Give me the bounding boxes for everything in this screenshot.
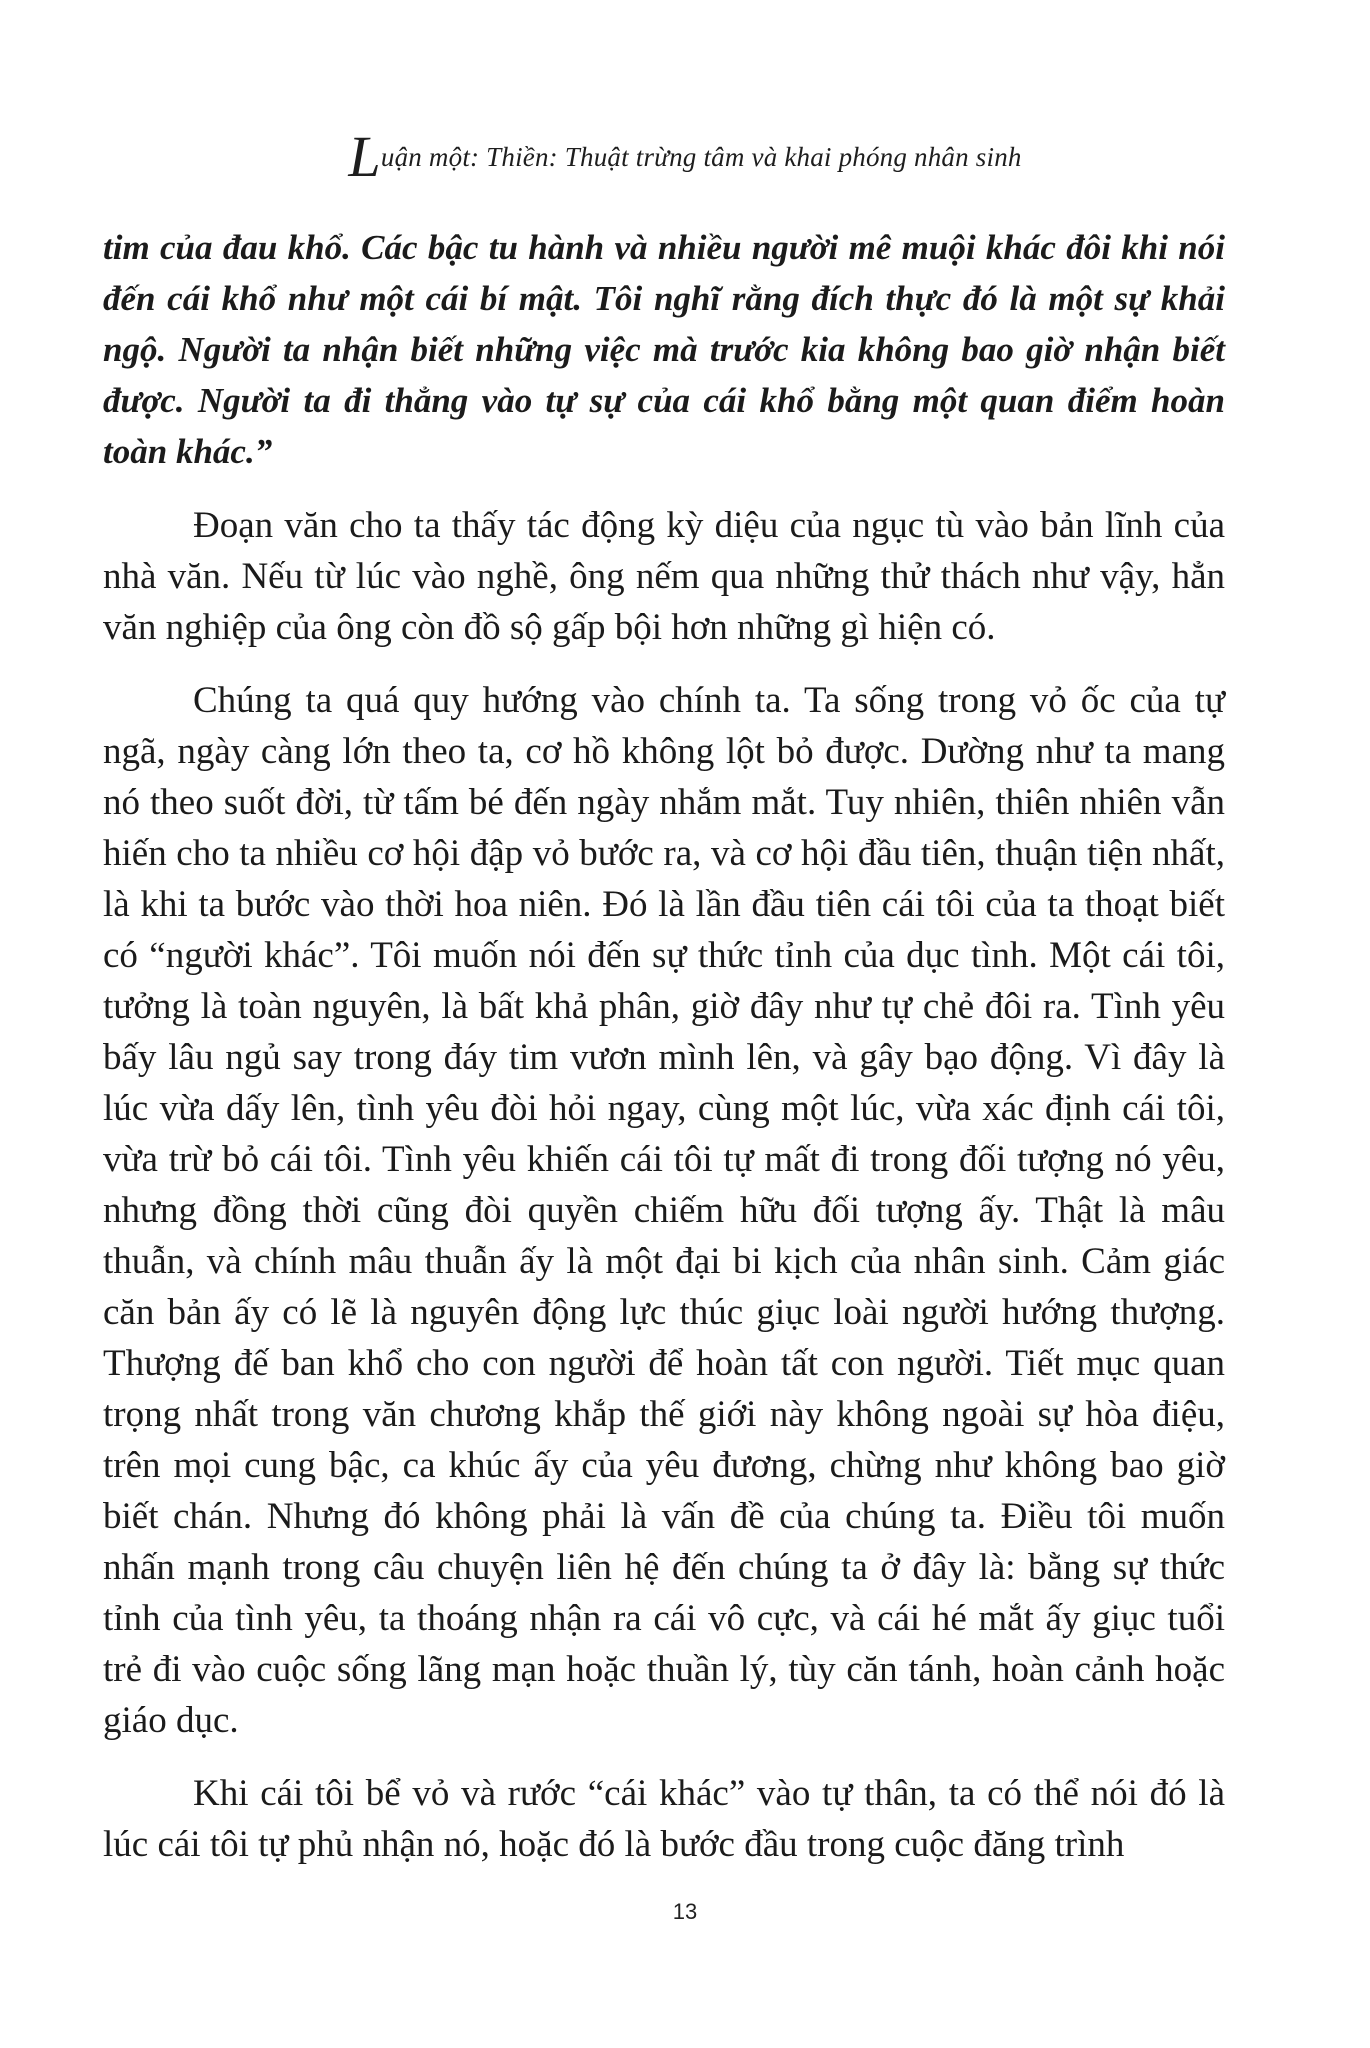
quoted-passage: tim của đau khổ. Các bậc tu hành và nhiều người mê muội khác đôi khi nói đến cái khổ như một cái bí mật. Tôi nghĩ rằng đích thực đó là một sự khải ngộ. Người ta nhận biết những việc mà trước kia không bao giờ nhận biết được. Người ta đi thẳng vào tự sự của cái khổ bằng một quan điểm hoàn toàn khác.” [103, 228, 1225, 471]
header-title-text: uận một: Thiền: Thuật trừng tâm và khai phóng nhân sinh [380, 142, 1022, 172]
page-number: 13 [672, 1899, 698, 1924]
paragraph-1: Đoạn văn cho ta thấy tác động kỳ diệu của ngục tù vào bản lĩnh của nhà văn. Nếu từ lúc vào nghề, ông nếm qua những thử thách như vậy, hẳn văn nghiệp của ông còn đồ sộ gấp bội hơn những gì hiện có. [103, 505, 1225, 648]
body-text [103, 222, 1225, 1892]
header-decorative-initial: L [348, 124, 381, 189]
running-header [0, 124, 1370, 189]
paragraph-2: Chúng ta quá quy hướng vào chính ta. Ta sống trong vỏ ốc của tự ngã, ngày càng lớn theo ta, cơ hồ không lột bỏ được. Dường như ta mang nó theo suốt đời, từ tấm bé đến ngày nhắm mắt. Tuy nhiên, thiên nhiên vẫn hiến cho ta nhiều cơ hội đập vỏ bước ra, và cơ hội đầu tiên, thuận tiện nhất, là khi ta bước vào thời hoa niên. Đó là lần đầu tiên cái tôi của ta thoạt biết có “người khác”. Tôi muốn nói đến sự thức tỉnh của dục tình. Một cái tôi, tưởng là toàn nguyên, là bất khả phân, giờ đây như tự chẻ đôi ra. Tình yêu bấy lâu ngủ say trong đáy tim vươn mình lên, và gây bạo động. Vì đây là lúc vừa dấy lên, tình yêu đòi hỏi ngay, cùng một lúc, vừa xác định cái tôi, vừa trừ bỏ cái tôi. Tình yêu khiến cái tôi tự mất đi trong đối tượng nó yêu, nhưng đồng thời cũng đòi quyền chiếm hữu đối tượng ấy. Thật là mâu thuẫn, và chính mâu thuẫn ấy là một đại bi kịch của nhân sinh. Cảm giác căn bản ấy có lẽ là nguyên động lực thúc giục loài người hướng thượng. Thượng đế ban khổ cho con người để hoàn tất con người. Tiết mục quan trọng nhất trong văn chương khắp thế giới này không ngoài sự hòa điệu, trên mọi cung bậc, ca khúc ấy của yêu đương, chừng như không bao giờ biết chán. Nhưng đó không phải là vấn đề của chúng ta. Điều tôi muốn nhấn mạnh trong câu chuyện liên hệ đến chúng ta ở đây là: bằng sự thức tỉnh của tình yêu, ta thoáng nhận ra cái vô cực, và cái hé mắt ấy giục tuổi trẻ đi vào cuộc sống lãng mạn hoặc thuần lý, tùy căn tánh, hoàn cảnh hoặc giáo dục. [103, 680, 1225, 1741]
paragraph-3: Khi cái tôi bể vỏ và rước “cái khác” vào tự thân, ta có thể nói đó là lúc cái tôi tự phủ nhận nó, hoặc đó là bước đầu trong cuộc đăng trình [103, 1773, 1225, 1865]
